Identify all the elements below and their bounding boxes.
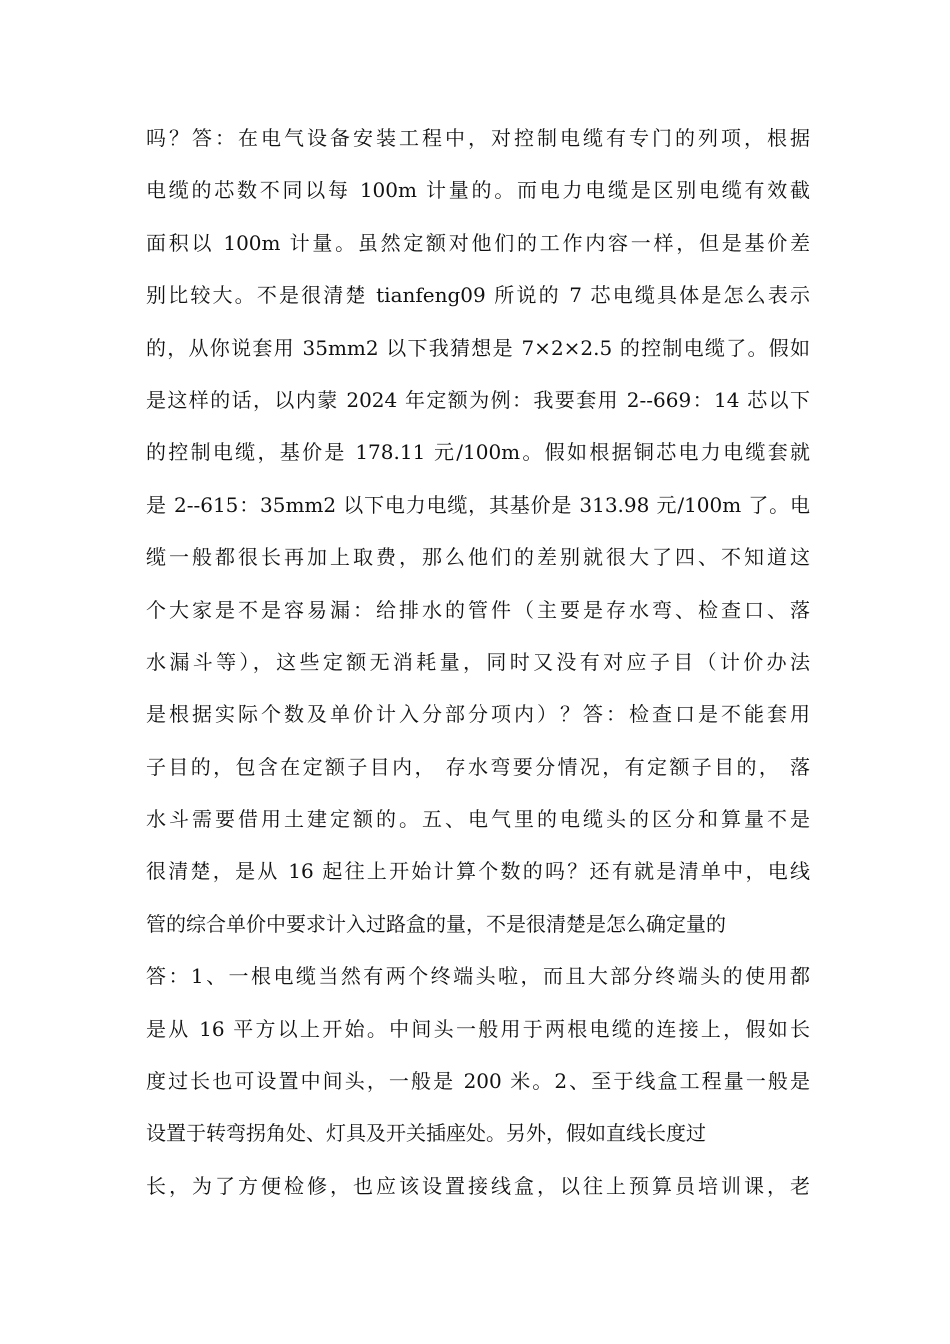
- body-text: [146, 118, 810, 1218]
- text-line: 度过长也可设置中间头，一般是 200 米。2、至于线盒工程量一般是: [146, 1069, 810, 1094]
- text-line: 吗？答：在电气设备安装工程中，对控制电缆有专门的列项，根据: [146, 126, 810, 150]
- text-line: 缆一般都很长再加上取费，那么他们的差别就很大了四、不知道这: [146, 545, 810, 570]
- text-line: 是从 16 平方以上开始。中间头一般用于两根电缆的连接上，假如长: [146, 1016, 810, 1041]
- text-line: 长，为了方便检修，也应该设置接线盒，以往上预算员培训课，老: [146, 1173, 810, 1198]
- text-line: 子目的，包含在定额子目内， 存水弯要分情况，有定额子目的， 落: [146, 754, 810, 779]
- text-line: 是 2--615：35mm2 以下电力电缆，其基价是 313.98 元/100m 了。电: [146, 492, 810, 517]
- text-line: 电缆的芯数不同以每 100m 计量的。而电力电缆是区别电缆有效截: [146, 178, 810, 203]
- text-line: 是这样的话，以内蒙 2024 年定额为例：我要套用 2--669：14 芯以下: [146, 387, 810, 412]
- text-line: 的控制电缆，基价是 178.11 元/100m。假如根据铜芯电力电缆套就: [146, 440, 810, 465]
- text-line: 很清楚，是从 16 起往上开始计算个数的吗？还有就是清单中，电线: [146, 859, 810, 884]
- text-line: 答：1、一根电缆当然有两个终端头啦，而且大部分终端头的使用都: [146, 964, 810, 989]
- text-line: 是根据实际个数及单价计入分部分项内）？答：检查口是不能套用: [146, 702, 810, 727]
- text-line: 水斗需要借用土建定额的。五、电气里的电缆头的区分和算量不是: [146, 807, 810, 832]
- text-line: 水漏斗等），这些定额无消耗量，同时又没有对应子目（计价办法: [146, 649, 810, 674]
- text-line: 个大家是不是容易漏：给排水的管件（主要是存水弯、检查口、落: [146, 597, 810, 622]
- text-line: 别比较大。不是很清楚 tianfeng09 所说的 7 芯电缆具体是怎么表示: [146, 283, 810, 308]
- text-line: 管的综合单价中要求计入过路盒的量，不是很清楚是怎么确定量的: [146, 911, 726, 936]
- text-line: 设置于转弯拐角处、灯具及开关插座处。另外，假如直线长度过: [146, 1121, 706, 1146]
- text-line: 面积以 100m 计量。虽然定额对他们的工作内容一样，但是基价差: [146, 230, 810, 255]
- text-line: 的，从你说套用 35mm2 以下我猜想是 7×2×2.5 的控制电缆了。假如: [146, 335, 810, 360]
